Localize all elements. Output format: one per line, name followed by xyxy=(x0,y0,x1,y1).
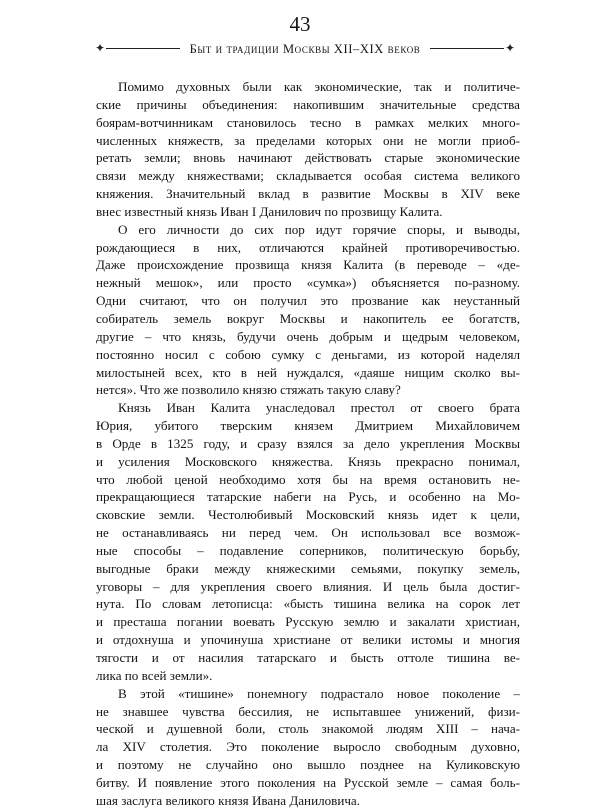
text-line: боярам-вотчинникам становилось тесно в рамках мелких много- xyxy=(96,114,520,130)
text-line: О его личности до сих пор идут горячие споры, и выводы, xyxy=(118,221,520,237)
body-text xyxy=(96,78,520,810)
text-line: не знавшее чувства бессилия, не испытавшее унижений, физи- xyxy=(96,703,520,719)
text-line: ческой и душевной боли, столь знакомой людям XIII – нача- xyxy=(96,721,520,737)
text-line: сковские земли. Честолюбивый Московский князь идет к цели, xyxy=(96,507,520,523)
text-line: и усиления Московского княжества. Князь прекрасно понимал, xyxy=(96,453,520,469)
ornament-right-icon: ✦ xyxy=(504,41,516,55)
text-line: Князь Иван Калита унаследовал престол от своего брата xyxy=(118,400,520,416)
running-header-title: Быт и традиции Москвы XII–XIX веков xyxy=(140,40,470,58)
text-line: и престаша погании воевать Русскую землю и закалати христиан, xyxy=(96,614,520,630)
paragraph xyxy=(96,221,520,399)
text-line: нута. По словам летописца: «бысть тишина велика на сорок лет xyxy=(96,596,520,612)
text-line: ские причины объединения: накопившим значительные средства xyxy=(96,96,520,112)
text-line: Помимо духовных были как экономические, так и политиче- xyxy=(118,79,520,94)
text-line: связи между княжествами; складывается особая система великого xyxy=(96,168,520,184)
text-line: нется». Что же позволило князю стяжать такую славу? xyxy=(96,382,401,398)
ornament-left-icon: ✦ xyxy=(94,41,106,55)
text-line: прекращающиеся татарские набеги на Русь, и особенно на Мо- xyxy=(96,489,520,505)
text-line: битву. И появление этого поколения на Русской земле – самая боль- xyxy=(96,774,520,790)
text-line: в Орде в 1325 году, и сразу взялся за дело укрепления Москвы xyxy=(96,435,520,451)
text-line: лика по всей земли». xyxy=(96,667,213,683)
paragraph xyxy=(96,399,520,685)
text-line: и отдохнуша и упочинуша христиане от велики истомы и многия xyxy=(96,632,520,648)
text-line: В этой «тишине» понемногу подрастало новое поколение – xyxy=(118,685,520,701)
text-line: шая заслуга великого князя Ивана Даниловича. xyxy=(96,792,361,808)
paragraph xyxy=(96,78,520,221)
text-line: численных княжеств, за пределами которых они не могли приоб- xyxy=(96,132,520,148)
text-line: уговоры – для укрепления своего влияния. И цель была достиг- xyxy=(96,578,520,594)
text-line: Юрия, убитого тверским князем Дмитрием Михайловичем xyxy=(96,418,520,434)
running-header xyxy=(94,40,516,58)
text-line: милостыней всех, кто в ней нуждался, «даяше нищим сколко вы- xyxy=(96,364,520,380)
text-line: выгодные браки между княжескими семьями, покупку земель, xyxy=(96,560,520,576)
text-line: и поэтому не случайно оно вышло позднее на Куликовскую xyxy=(96,757,520,773)
text-line: что любой ценой необходимо хотя бы на время остановить не- xyxy=(96,471,520,487)
text-line: не останавливаясь ни перед чем. Он использовал все возмож- xyxy=(96,525,520,541)
text-line: княжения. Значительный вклад в развитие Москвы в XIV веке xyxy=(96,186,520,202)
text-line: ла XIV столетия. Это поколение выросло свободным духовно, xyxy=(96,739,520,755)
page-number: 43 xyxy=(289,12,311,36)
paragraph xyxy=(96,685,520,810)
text-line: рождающиеся в них, отличаются крайней противоречивостью. xyxy=(96,239,520,255)
text-line: собиратель земель вокруг Москвы и накопитель ее богатств, xyxy=(96,310,520,326)
text-line: ретать земли; вновь начинают действовать старые экономические xyxy=(96,150,520,166)
text-line: другие – что князь, будучи очень добрым и щедрым человеком, xyxy=(96,328,520,344)
text-line: Одни считают, что он получил это прозвание как неустанный xyxy=(96,293,520,309)
text-line: ные способы – подавление соперников, политическую борьбу, xyxy=(96,542,520,558)
text-line: Даже происхождение прозвища князя Калита (в переводе – «де- xyxy=(96,257,520,273)
text-line: нежный мешок», или просто «сумка») объясняется по-разному. xyxy=(96,275,520,291)
text-line: тягости и от насилия татарскаго и бысть оттоле тишина ве- xyxy=(96,650,520,665)
text-line: внес известный князь Иван I Данилович по прозвищу Калита. xyxy=(96,203,443,219)
text-line: постоянно носил с собою сумку с деньгами, из которой наделял xyxy=(96,346,520,362)
